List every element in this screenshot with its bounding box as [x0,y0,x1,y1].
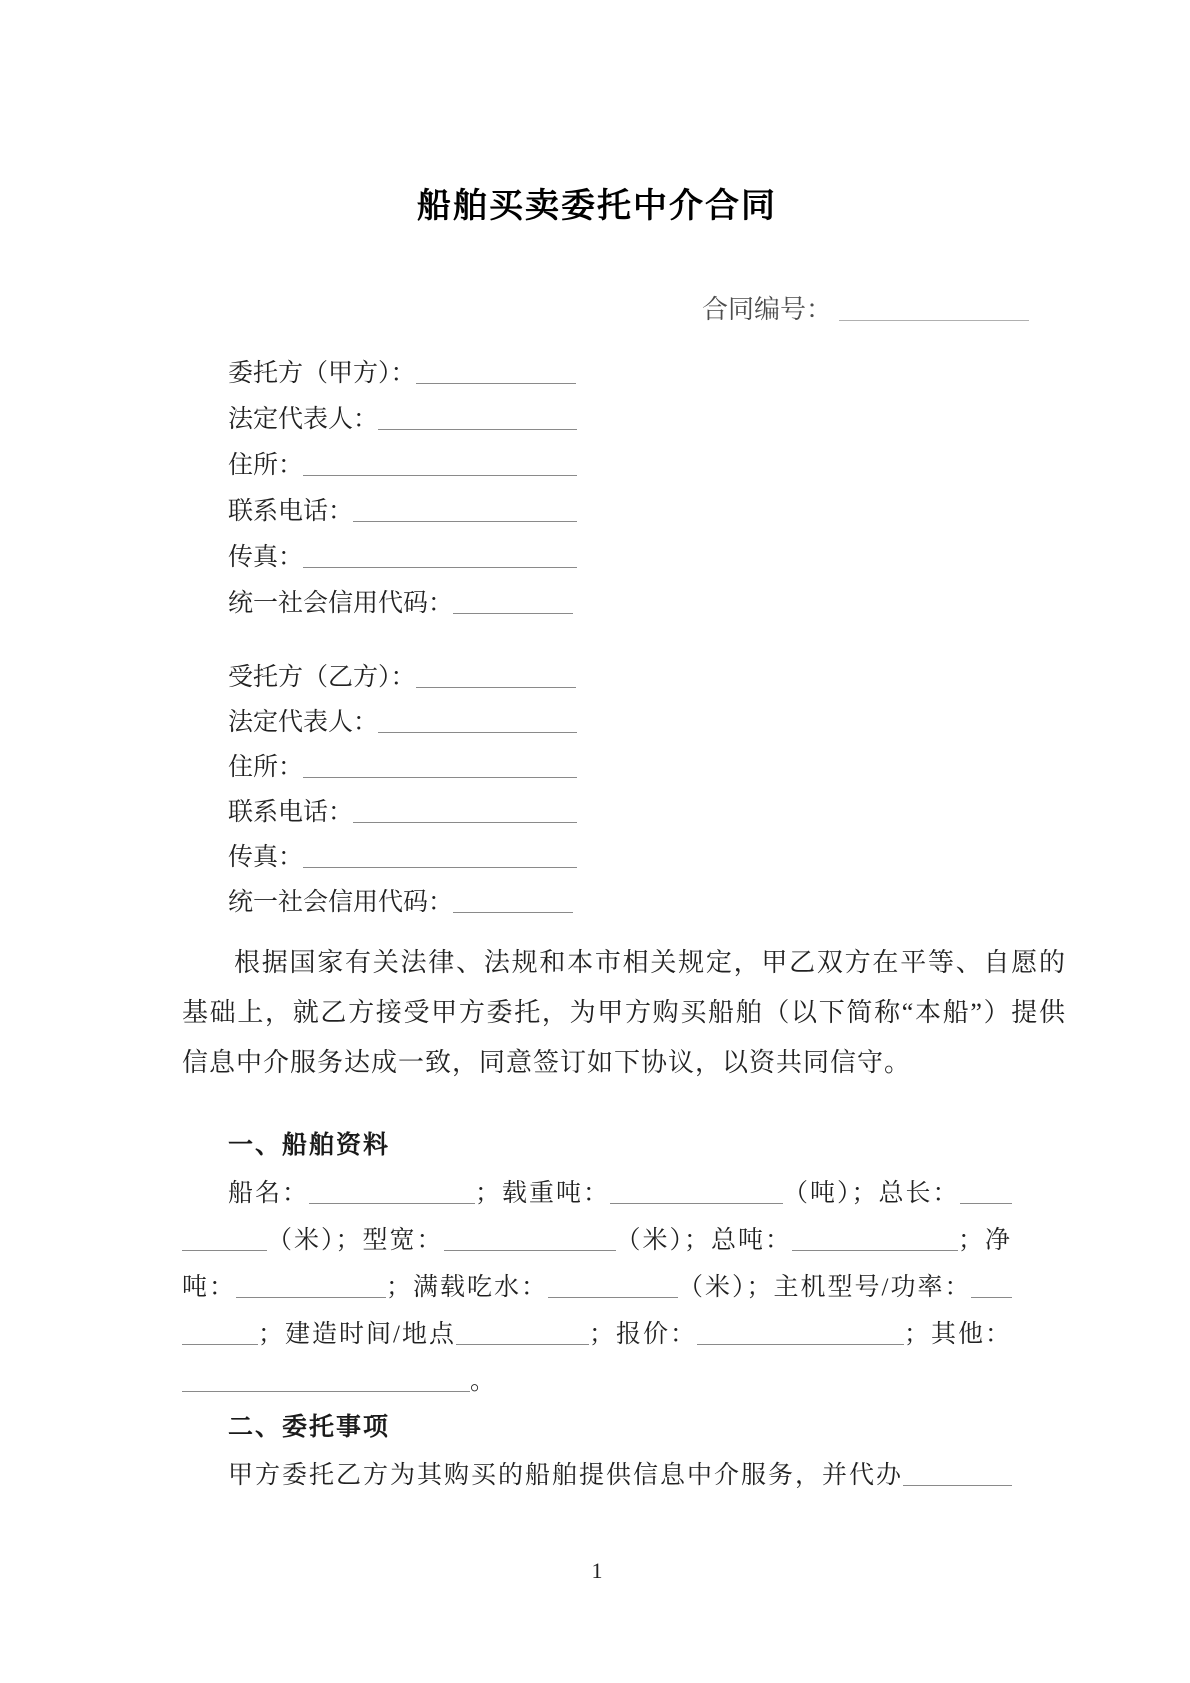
blank-underline[interactable] [416,381,576,384]
field-label: 法定代表人： [228,709,379,736]
blank-underline[interactable] [378,427,577,430]
line-text: （米）；型宽： [267,1227,444,1254]
blank-underline[interactable] [303,775,577,778]
form-field-row [228,351,577,397]
form-field-row [228,581,577,627]
form-field-row [228,790,577,835]
blank-underline[interactable] [548,1295,678,1298]
blank-underline[interactable] [444,1248,616,1251]
line-text: 甲方委托乙方为其购买的船舶提供信息中介服务，并代办 [228,1462,904,1489]
blank-underline[interactable] [303,865,577,868]
line-text: 船名： [228,1180,310,1207]
ship-data-lines [182,1170,1012,1405]
blank-underline[interactable] [456,1342,589,1345]
field-label: 住所： [228,754,304,781]
field-label: 法定代表人： [228,406,379,433]
blank-underline[interactable] [182,1248,267,1251]
fill-in-line [182,1311,1012,1358]
blank-underline[interactable] [378,730,577,733]
form-field-row [228,700,577,745]
blank-underline[interactable] [303,565,577,568]
field-label: 联系电话： [228,498,354,525]
entrust-matter-line [182,1452,1012,1499]
form-field-row [228,655,577,700]
form-field-row [228,880,577,925]
field-label: 传真： [228,544,304,571]
fill-in-line [182,1217,1012,1264]
fill-in-line [182,1170,1012,1217]
line-text: ；建造时间/地点 [258,1321,456,1348]
page-title: 船舶买卖委托中介合同 [417,188,777,225]
party-b-fields [228,655,577,925]
form-field-row [228,745,577,790]
line-text: （米）；总吨： [615,1227,793,1254]
section-1-heading: 一、船舶资料 [228,1132,391,1159]
fill-in-line [182,1264,1012,1311]
line-text: ；报价： [588,1321,697,1348]
field-label: 住所： [228,452,304,479]
field-label: 统一社会信用代码： [228,889,454,916]
fill-in-line [182,1358,1012,1405]
contract-number-label: 合同编号： [702,295,833,324]
field-label: 统一社会信用代码： [228,590,454,617]
blank-underline[interactable] [903,1483,1012,1486]
page-number: 1 [591,1558,603,1583]
blank-underline[interactable] [236,1295,386,1298]
intro-paragraph: 根据国家有关法律、法规和本市相关规定，甲乙双方在平等、自愿的基础上，就乙方接受甲方委托，为甲方购买船舶（以下简称“本船”）提供信息中介服务达成一致，同意签订如下协议，以资共同信守。 [182,948,1066,1077]
line-text: ；其他： [903,1321,1012,1348]
contract-number-blank[interactable] [839,318,1029,321]
contract-number-row [702,290,1029,330]
line-text: 。 [470,1368,498,1395]
blank-underline[interactable] [353,820,577,823]
blank-underline[interactable] [960,1201,1012,1204]
line-text: （米）；主机型号/功率： [678,1274,972,1301]
blank-underline[interactable] [303,473,577,476]
line-text: （吨）；总长： [783,1180,960,1207]
blank-underline[interactable] [971,1295,1012,1298]
blank-underline[interactable] [182,1389,470,1392]
line-text: 吨： [182,1274,237,1301]
line-text: ；净 [957,1227,1012,1254]
field-label: 受托方（乙方）： [228,664,416,691]
party-a-fields [228,351,577,627]
form-field-row [228,835,577,880]
blank-underline[interactable] [792,1248,958,1251]
blank-underline[interactable] [416,685,576,688]
blank-underline[interactable] [453,611,573,614]
form-field-row [228,489,577,535]
blank-underline[interactable] [309,1201,475,1204]
blank-underline[interactable] [453,910,573,913]
line-text: ；满载吃水： [386,1274,549,1301]
fill-in-line [182,1452,1012,1499]
field-label: 委托方（甲方）： [228,360,416,387]
blank-underline[interactable] [610,1201,783,1204]
field-label: 联系电话： [228,799,354,826]
blank-underline[interactable] [697,1342,904,1345]
form-field-row [228,535,577,581]
line-text: ；载重吨： [475,1180,611,1207]
section-2-heading: 二、委托事项 [228,1414,391,1441]
blank-underline[interactable] [353,519,577,522]
blank-underline[interactable] [182,1342,258,1345]
form-field-row [228,397,577,443]
field-label: 传真： [228,844,304,871]
form-field-row [228,443,577,489]
